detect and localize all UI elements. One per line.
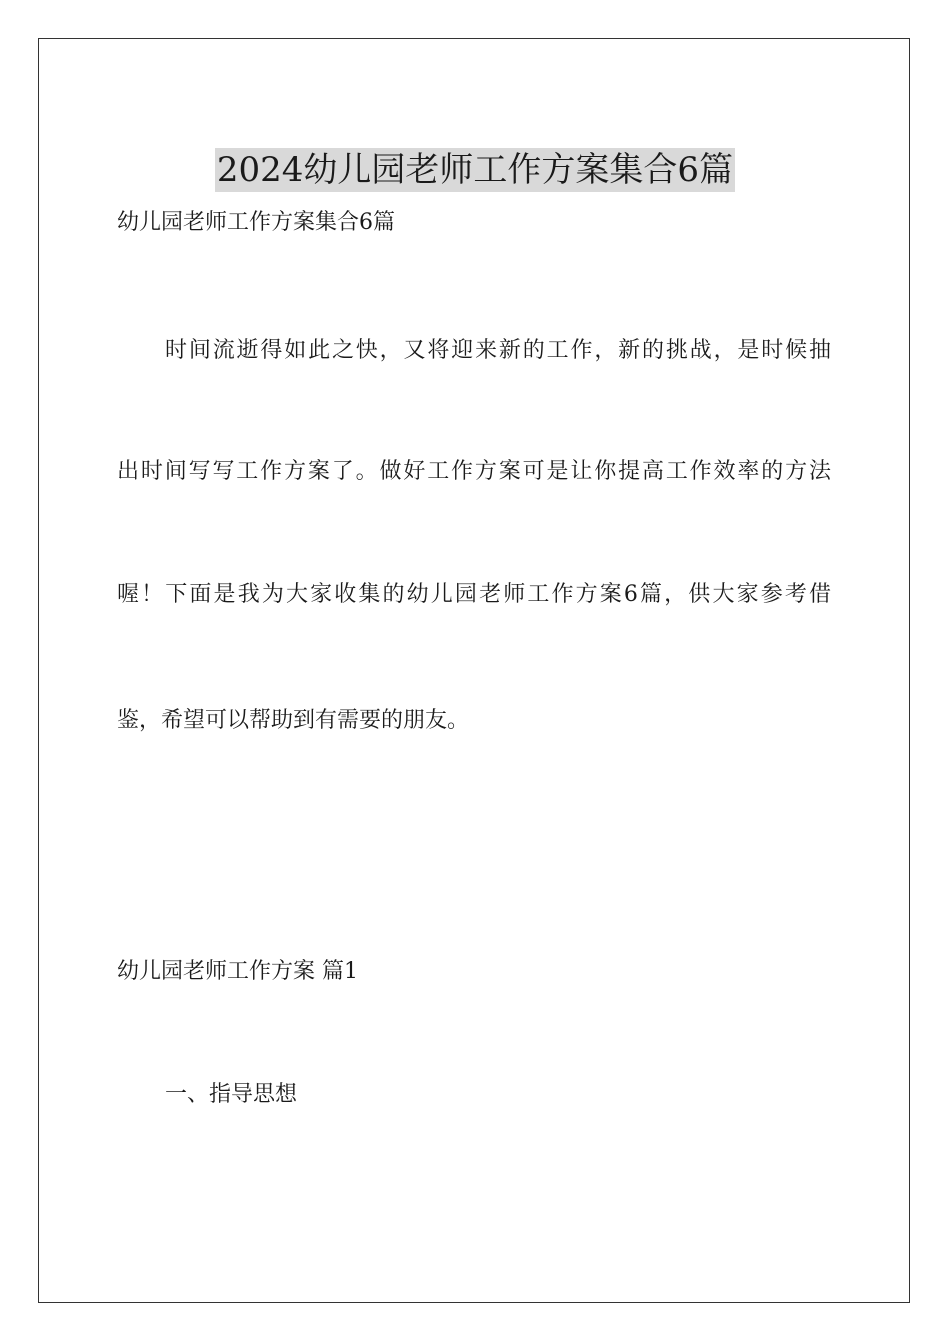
intro-line-3: 喔！下面是我为大家收集的幼儿园老师工作方案6篇，供大家参考借 bbox=[117, 582, 831, 607]
document-subtitle: 幼儿园老师工作方案集合6篇 bbox=[117, 210, 395, 235]
intro-line-4: 鉴，希望可以帮助到有需要的朋友。 bbox=[117, 708, 470, 733]
subsection-heading: 一、指导思想 bbox=[165, 1082, 298, 1107]
document-title: 2024幼儿园老师工作方案集合6篇 bbox=[216, 149, 734, 190]
intro-line-1: 时间流逝得如此之快，又将迎来新的工作，新的挑战，是时候抽 bbox=[165, 338, 831, 363]
title-container bbox=[0, 125, 950, 215]
intro-line-2: 出时间写写工作方案了。做好工作方案可是让你提高工作效率的方法 bbox=[117, 459, 831, 484]
section-heading: 幼儿园老师工作方案 篇1 bbox=[117, 959, 358, 984]
